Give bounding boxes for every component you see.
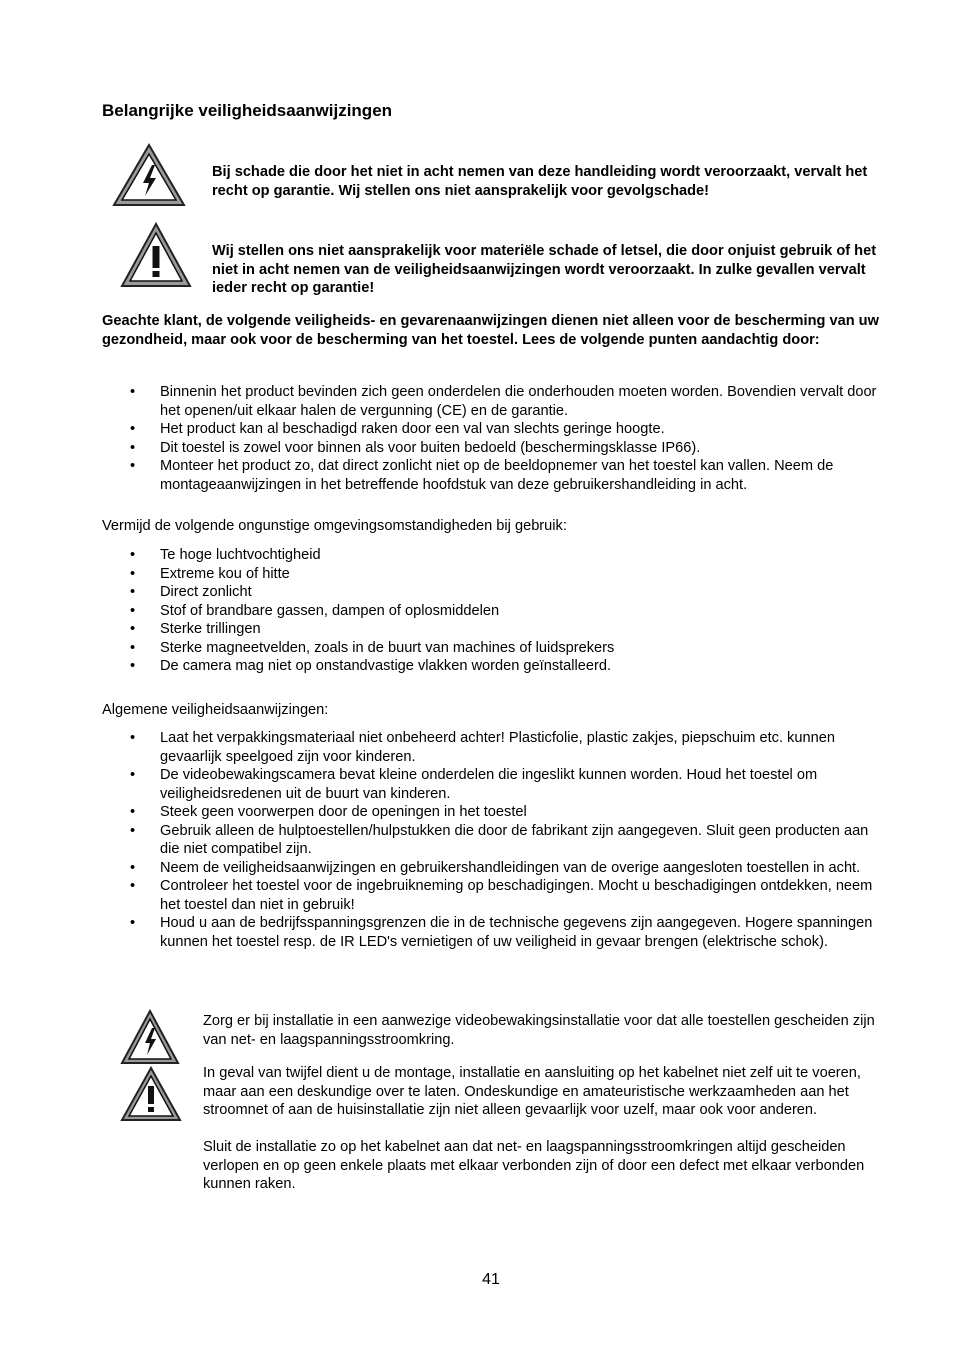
general-list: [130, 729, 890, 951]
page-title: Belangrijke veiligheidsaanwijzingen: [102, 101, 393, 120]
list-item: • Sterke magneetvelden, zoals in de buurt van machines of luidsprekers: [130, 639, 890, 658]
environment-intro: Vermijd de volgende ongunstige omgevingsomstandigheden bij gebruik:: [102, 518, 567, 534]
final-paragraph-2: In geval van twijfel dient u de montage, installatie en aansluiting op het kabelnet niet zelf uit te voeren, maar aan een deskundige over te laten. Ondeskundige en amateuristische werkzaamheden aan het stroomnet of aan de huisinstallatie zijn niet alleen gevaarlijk voor uzelf, maar ook voor anderen.: [203, 1065, 861, 1118]
exclamation-warning-icon: [120, 1066, 182, 1122]
environment-list: [130, 546, 890, 676]
high-voltage-warning-icon: [120, 1009, 180, 1065]
list-item: • Gebruik alleen de hulptoestellen/hulpstukken die door de fabrikant zijn aangegeven. Sluit geen producten aan die niet compatibel zijn.: [130, 822, 890, 859]
list-item: • Houd u aan de bedrijfsspanningsgrenzen die in de technische gegevens zijn aangegeven. Hogere spanningen kunnen het toestel resp. de IR LED's vernietigen of uw veiligheid in gevaar brengen (elektrische schok).: [130, 914, 890, 951]
safety-list: [130, 383, 890, 494]
general-intro: Algemene veiligheidsaanwijzingen:: [102, 702, 329, 718]
list-item: • Stof of brandbare gassen, dampen of oplosmiddelen: [130, 602, 890, 621]
list-item: • Direct zonlicht: [130, 583, 890, 602]
list-item: • De camera mag niet op onstandvastige vlakken worden geïnstalleerd.: [130, 657, 890, 676]
warning-text-1: Bij schade die door het niet in acht nemen van deze handleiding wordt veroorzaakt, vervalt het recht op garantie. Wij stellen ons niet aansprakelijk voor gevolgschade!: [212, 164, 868, 199]
final-paragraph-1: Zorg er bij installatie in een aanwezige videobewakingsinstallatie voor dat alle toestellen gescheiden zijn van net- en laagspanningsstroomkring.: [203, 1013, 875, 1048]
list-item: • Neem de veiligheidsaanwijzingen en gebruikershandleidingen van de overige aangesloten toestellen in acht.: [130, 859, 890, 878]
list-item: • Extreme kou of hitte: [130, 565, 890, 584]
exclamation-warning-icon: [120, 222, 192, 288]
final-paragraph-3: Sluit de installatie zo op het kabelnet aan dat net- en laagspanningsstroomkringen altijd gescheiden verlopen en op geen enkele plaats met elkaar verbonden zijn of door een defect met elkaar verbonden kunnen raken.: [203, 1139, 865, 1192]
list-item: • Laat het verpakkingsmateriaal niet onbeheerd achter! Plasticfolie, plastic zakjes, piepschuim etc. kunnen gevaarlijk speelgoed zijn voor kinderen.: [130, 729, 890, 766]
list-item: • Sterke trillingen: [130, 620, 890, 639]
list-item: • Het product kan al beschadigd raken door een val van slechts geringe hoogte.: [130, 420, 890, 439]
list-item: • Monteer het product zo, dat direct zonlicht niet op de beeldopnemer van het toestel kan vallen. Neem de montageaanwijzingen in het betreffende hoofdstuk van deze gebruikershandleiding in acht.: [130, 457, 890, 494]
list-item: • Binnenin het product bevinden zich geen onderdelen die onderhouden moeten worden. Bovendien vervalt door het openen/uit elkaar halen de vergunning (CE) en de garantie.: [130, 383, 890, 420]
list-item: • De videobewakingscamera bevat kleine onderdelen die ingeslikt kunnen worden. Houd het toestel om veiligheidsredenen uit de buurt van kinderen.: [130, 766, 890, 803]
list-item: • Te hoge luchtvochtigheid: [130, 546, 890, 565]
list-item: • Controleer het toestel voor de ingebruikneming op beschadigingen. Mocht u beschadigingen ontdekken, neem het toestel dan niet in gebruik!: [130, 877, 890, 914]
list-item: • Dit toestel is zowel voor binnen als voor buiten bedoeld (beschermingsklasse IP66).: [130, 439, 890, 458]
warning-text-2: Wij stellen ons niet aansprakelijk voor materiële schade of letsel, die door onjuist gebruik of het niet in acht nemen van de veiligheidsaanwijzingen wordt veroorzaakt. In zulke gevallen vervalt ieder recht op garantie!: [212, 243, 877, 296]
page-number: 41: [482, 1271, 500, 1288]
high-voltage-warning-icon: [112, 143, 186, 207]
intro-paragraph: Geachte klant, de volgende veiligheids- en gevarenaanwijzingen dienen niet alleen voor de bescherming van uw gezondheid, maar ook voor de bescherming van het toestel. Lees de volgende punten aandachtig door:: [102, 313, 879, 348]
list-item: • Steek geen voorwerpen door de openingen in het toestel: [130, 803, 890, 822]
